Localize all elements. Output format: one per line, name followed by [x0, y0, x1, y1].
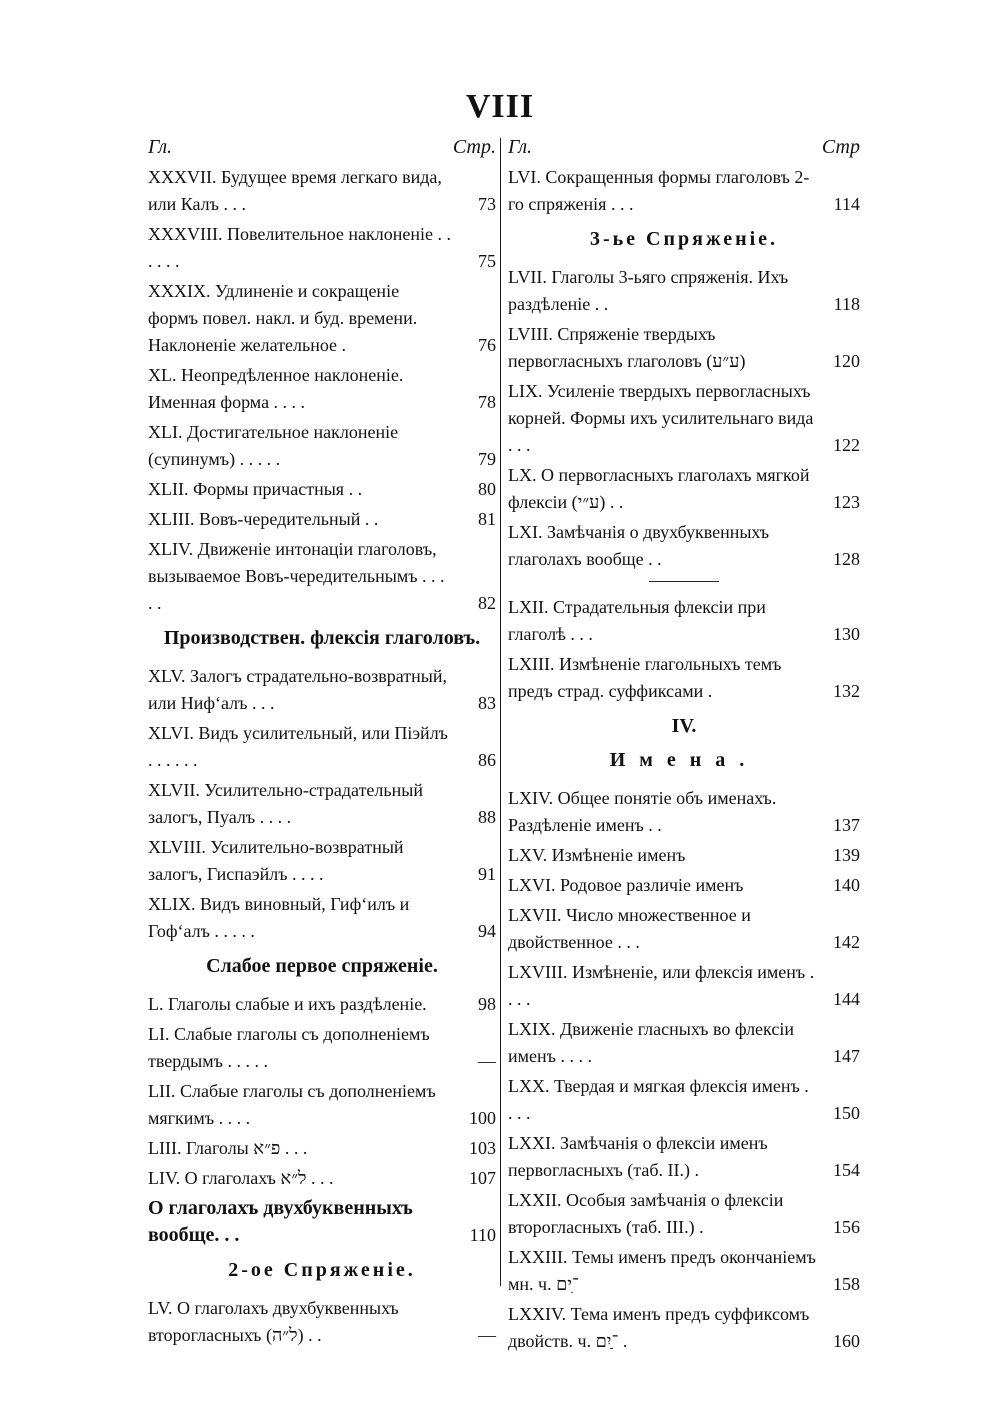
toc-entry [148, 777, 496, 831]
toc-entry-text: XXXIX. Удлиненіе и сокращеніе формъ повел. накл. и буд. времени. Наклоненіе желательное . [148, 281, 418, 355]
section-rule [649, 581, 719, 582]
toc-entry-page: 88 [478, 807, 496, 827]
toc-entry-page: 122 [833, 435, 860, 455]
toc-entry-text: XLVIII. Усилительно-возвратный залогъ, Гиспаэйлъ . . . . [148, 837, 404, 884]
toc-entry-text: L. Глаголы слабые и ихъ раздѣленіе. [148, 994, 427, 1014]
toc-entry [148, 1165, 496, 1192]
toc-entry [508, 519, 860, 573]
toc-entry [148, 221, 496, 275]
toc-entry [148, 1021, 496, 1075]
toc-entry [148, 164, 496, 218]
toc-entry-page: 142 [833, 932, 860, 952]
page-header: Стр [821, 136, 860, 158]
toc-entry-text: XLV. Залогъ страдательно-возвратный, или Нифʻалъ . . . [148, 666, 448, 713]
toc-entry-text: LII. Слабые глаголы съ дополненіемъ мягкимъ . . . . [148, 1081, 436, 1128]
toc-entry [508, 594, 860, 648]
column-divider [500, 138, 501, 1286]
toc-entry-text: LVII. Глаголы 3-ьяго спряженія. Ихъ раздѣленіе . . [508, 267, 789, 314]
toc-entry-text: LXIII. Измѣненіе глагольныхъ темъ предъ страд. суффиксами . [508, 654, 782, 701]
section-heading: Производствен. флексія глаголовъ. [163, 627, 481, 649]
toc-entry-text: LXIX. Движеніе гласныхъ во флексіи именъ . . . . [508, 1019, 794, 1066]
toc-entry [148, 1295, 496, 1349]
toc-entry [508, 651, 860, 705]
toc-entry-text: LVI. Сокращенныя формы глаголовъ 2-го спряженія . . . [508, 167, 810, 214]
toc-entry-page: 118 [833, 294, 860, 314]
toc-entry [508, 1016, 860, 1070]
toc-entry-text: XXXVII. Будущее время легкаго вида, или Калъ . . . [148, 167, 442, 214]
toc-entry-text: XXXVIII. Повелительное наклоненіе . . . . . . [148, 224, 451, 271]
toc-entry-text: LXIV. Общее понятіе объ именахъ. Раздѣленіе именъ . . [508, 788, 777, 835]
toc-entry [508, 1073, 860, 1127]
left-column-header [148, 130, 496, 164]
toc-entry-text: LIV. О глаголахъ ל״א . . . [148, 1168, 334, 1188]
toc-entry-page: 132 [833, 681, 860, 701]
toc-entry-text: XLII. Формы причастныя . . [148, 479, 363, 499]
toc-entry-page: 147 [833, 1046, 860, 1066]
toc-entry-text: LX. О первогласныхъ глаголахъ мягкой флексіи (ע״י) . . [508, 465, 810, 512]
toc-entry-text: LXXI. Замѣчанія о флексіи именъ первогласныхъ (таб. II.) . [508, 1133, 768, 1180]
section-heading: Имена. [609, 749, 759, 771]
section-heading: Слабое первое спряженіе. [206, 955, 438, 977]
toc-entry-page: — [478, 1051, 496, 1071]
toc-entry-text: LI. Слабые глаголы съ дополненіемъ твердымъ . . . . . [148, 1024, 430, 1071]
toc-entry [508, 264, 860, 318]
toc-entry [148, 278, 496, 359]
section-heading: 3-ье Спряженіе. [589, 228, 779, 250]
toc-entry [508, 378, 860, 459]
toc-entry-page: 156 [833, 1217, 860, 1237]
toc-entry-text: XLIV. Движеніе интонаціи глаголовъ, вызываемое Вовъ-чередительнымъ . . . . . [148, 539, 445, 613]
toc-entry-text: LXVIII. Измѣненіе, или флексія именъ . . . . [508, 962, 815, 1009]
toc-entry-page: 75 [478, 251, 496, 271]
toc-entry-text: LVIII. Спряженіе твердыхъ первогласныхъ глаголовъ (ע״ע) [508, 324, 746, 371]
page-number: VIII [465, 88, 535, 125]
toc-entry-page: 140 [833, 875, 860, 895]
toc-entry [148, 1078, 496, 1132]
toc-entry-page: 76 [478, 335, 496, 355]
toc-entry [148, 834, 496, 888]
toc-entry [508, 321, 860, 375]
toc-entry-text: LIX. Усиленіе твердыхъ первогласныхъ корней. Формы ихъ усилительнаго вида . . . [508, 381, 814, 455]
toc-entry-text: LV. О глаголахъ двухбуквенныхъ второгласныхъ (ל״ה) . . [148, 1298, 399, 1345]
toc-entry-page: 82 [478, 593, 496, 613]
toc-entry [148, 506, 496, 533]
toc-entry [508, 1244, 860, 1298]
toc-entry-text: XLVI. Видъ усилительный, или Піэйлъ . . . . . . [148, 723, 448, 770]
left-column [148, 130, 496, 1352]
toc-entry [148, 991, 496, 1018]
toc-entry [148, 1195, 496, 1249]
right-column-header [508, 130, 860, 164]
toc-entry-page: 103 [469, 1138, 496, 1158]
toc-entry-text: LXV. Измѣненіе именъ [508, 845, 686, 865]
toc-entry-text: LXXII. Особыя замѣчанія о флексіи второгласныхъ (таб. III.) . [508, 1190, 784, 1237]
toc-entry [148, 891, 496, 945]
toc-entry [508, 462, 860, 516]
toc-entry [508, 1301, 860, 1355]
toc-entry-page: 137 [833, 815, 860, 835]
toc-entry-page: 150 [833, 1103, 860, 1123]
toc-entry-page: 110 [469, 1225, 496, 1245]
toc-entry-text: XL. Неопредѣленное наклоненіе. Именная форма . . . . [148, 365, 404, 412]
toc-entry [148, 1135, 496, 1162]
toc-entry-page: 79 [478, 449, 496, 469]
toc-entry-page: 128 [833, 549, 860, 569]
toc-entry-text: LXVI. Родовое различіе именъ [508, 875, 744, 895]
toc-entry-text: LXXIV. Тема именъ предъ суффиксомъ двойств. ч. ־ַיִם . [508, 1304, 810, 1351]
toc-entry [508, 959, 860, 1013]
toc-entry-page: 139 [833, 845, 860, 865]
part-number: IV. [671, 715, 697, 737]
toc-entry-page: 120 [833, 351, 860, 371]
toc-entry-page: 86 [478, 750, 496, 770]
toc-entry-text: LXX. Твердая и мягкая флексія именъ . . . . [508, 1076, 809, 1123]
toc-entry [148, 663, 496, 717]
right-column [508, 130, 860, 1358]
toc-entry-page: 123 [833, 492, 860, 512]
toc-entry [148, 720, 496, 774]
toc-entry-text: LXII. Страдательныя флексіи при глаголѣ . . . [508, 597, 766, 644]
toc-entry-text: XLIX. Видъ виновный, Гифʻилъ и Гофʻалъ . . . . . [148, 894, 410, 941]
toc-entry-page: 160 [833, 1331, 860, 1351]
toc-entry-page: 91 [478, 864, 496, 884]
toc-entry-text: XLI. Достигательное наклоненіе (супинумъ) . . . . . [148, 422, 399, 469]
toc-entry-page: 130 [833, 624, 860, 644]
toc-entry-page: 107 [469, 1168, 496, 1188]
toc-entry-page: 73 [478, 194, 496, 214]
toc-entry [508, 164, 860, 218]
toc-entry [508, 902, 860, 956]
toc-entry-page: 80 [478, 479, 496, 499]
toc-entry [148, 419, 496, 473]
toc-entry-text: LXI. Замѣчанія о двухбуквенныхъ глаголахъ вообще . . [508, 522, 770, 569]
toc-entry [148, 536, 496, 617]
toc-entry [508, 872, 860, 899]
toc-entry-text: LXXIII. Темы именъ предъ окончаніемъ мн. ч. ־ִים [508, 1247, 816, 1294]
toc-entry [148, 362, 496, 416]
toc-entry-text: LXVII. Число множественное и двойственное . . . [508, 905, 751, 952]
toc-entry-page: 98 [478, 994, 496, 1014]
toc-entry-text: XLVII. Усилительно-страдательный залогъ, Пуалъ . . . . [148, 780, 423, 827]
toc-entry-page: 100 [469, 1108, 496, 1128]
toc-entry-page: 81 [478, 509, 496, 529]
toc-entry-page: 83 [478, 693, 496, 713]
toc-entry [508, 842, 860, 869]
toc-entry-page: 144 [833, 989, 860, 1009]
chapter-header: Гл. [148, 136, 173, 158]
toc-entry [508, 785, 860, 839]
toc-entry-page: 114 [833, 194, 860, 214]
toc-entry-page: — [478, 1325, 496, 1345]
section-heading: 2-ое Спряженіе. [228, 1259, 416, 1281]
toc-entry-page: 94 [478, 921, 496, 941]
toc-entry-page: 158 [833, 1274, 860, 1294]
toc-entry [508, 1130, 860, 1184]
toc-entry-text: LIII. Глаголы פ״א . . . [148, 1138, 308, 1158]
toc-entry-text: О глаголахъ двухбуквенныхъ вообще. . . [148, 1197, 413, 1246]
toc-entry-text: XLIII. Вовъ-чередительный . . [148, 509, 379, 529]
toc-entry-page: 154 [833, 1160, 860, 1180]
page-header: Стр. [452, 136, 496, 158]
chapter-header: Гл. [508, 136, 533, 158]
toc-entry [508, 1187, 860, 1241]
toc-entry [148, 476, 496, 503]
toc-entry-page: 78 [478, 392, 496, 412]
